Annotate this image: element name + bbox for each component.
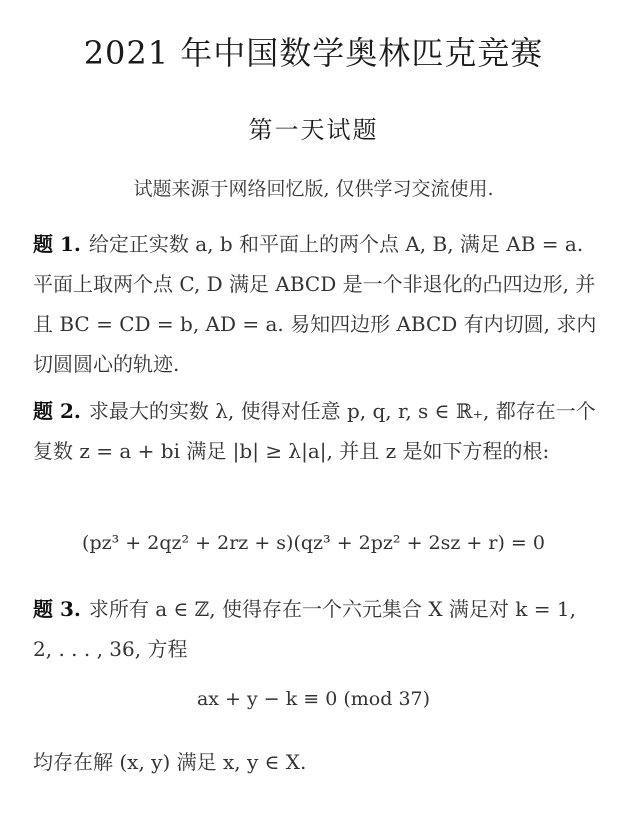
problem-2: [33, 391, 599, 471]
problem-2-text: 求最大的实数 λ, 使得对任意 p, q, r, s ∈ ℝ₊, 都存在一个复数 z = a + bi 满足 |b| ≥ λ|a|, 并且 z 是如下方程的根:: [33, 399, 596, 463]
problem-1-label: 题 1.: [33, 232, 81, 256]
day-subtitle: 第一天试题: [248, 116, 379, 144]
problem-3-conclusion: 均存在解 (x, y) 满足 x, y ∈ X.: [33, 750, 307, 774]
problem-3-text: 求所有 a ∈ ℤ, 使得存在一个六元集合 X 满足对 k = 1, 2, . . . , 36, 方程: [33, 597, 576, 661]
problem-3-label: 题 3.: [33, 597, 81, 621]
problem-3-equation: ax + y − k ≡ 0 (mod 37): [196, 688, 431, 710]
problem-2-label: 题 2.: [33, 399, 81, 423]
problem-3: [33, 589, 599, 669]
problem-1-text: 给定正实数 a, b 和平面上的两个点 A, B, 满足 AB = a. 平面上取两个点 C, D 满足 ABCD 是一个非退化的凸四边形, 并且 BC = CD = b, AD = a. 易知四边形 ABCD 有内切圆, 求内切圆圆心的轨迹.: [33, 232, 597, 376]
source-note: 试题来源于网络回忆版, 仅供学习交流使用.: [133, 178, 494, 200]
problem-1: [33, 224, 599, 384]
problem-2-equation: (pz³ + 2qz² + 2rz + s)(qz³ + 2pz² + 2sz + r) = 0: [82, 532, 545, 554]
paper-title: 2021 年中国数学奥林匹克竞赛: [83, 34, 544, 72]
